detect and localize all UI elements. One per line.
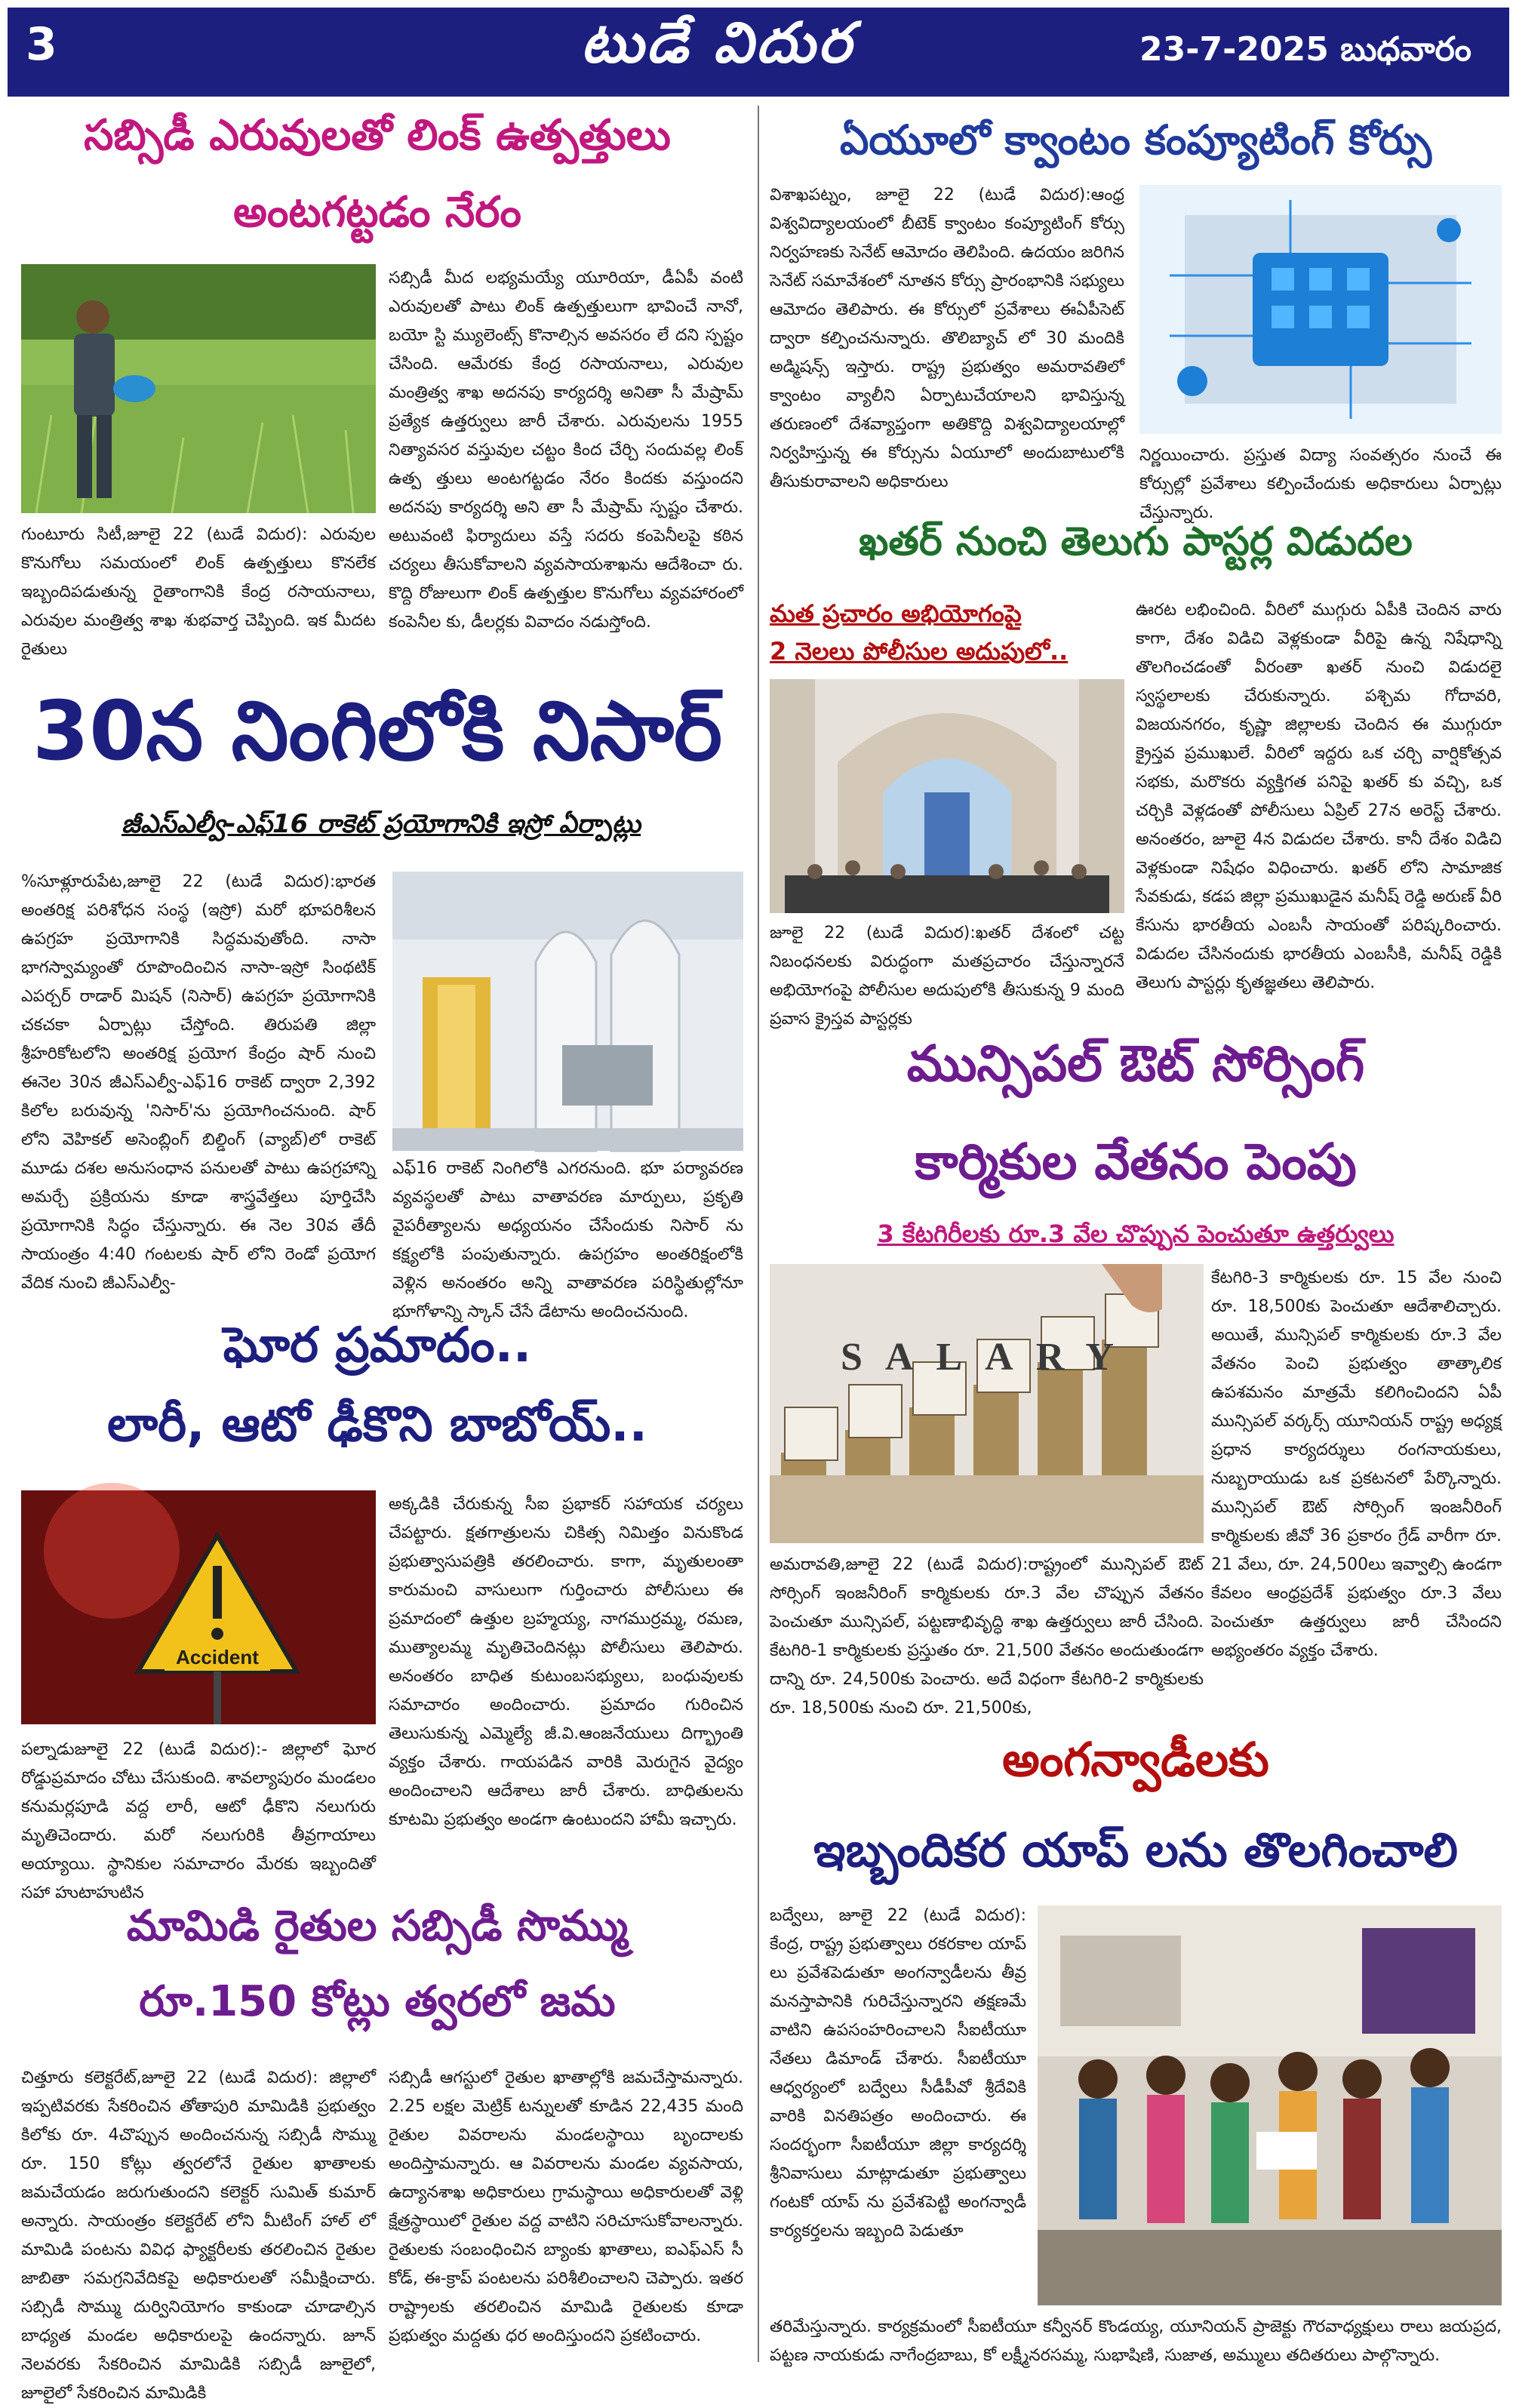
accident-body-bottom: పల్నాడుజూలై 22 (టుడే విదుర):- జిల్లాలో ఘోర రోడ్డుప్రమాదం చోటు చేసుకుంది. శావల్యాపురం మండలం కనుమర్లపూడి వద్ద లారీ, ఆటో ఢీకొని నలుగురు మృతిచెందారు. మరో నలుగురికి తీవ్రగాయాలు అయ్యాయి. స్థానికుల సమాచారం మేరకు ఇబ్బందితో సహా హుటాహుటిన — [21, 1740, 376, 1902]
subsidy-body-bottom: గుంటూరు సిటీ,జూలై 22 (టుడే విదుర): ఎరువుల కొనుగోలు సమయంలో లింక్ ఉత్పత్తులు కొనలేక ఇబ్బందిపడుతున్న రైతాంగానికి కేంద్ర రసాయనాలు, ఎరువుల మంత్రిత్వ శాఖ శుభవార్త చెప్పింది. ఇక మీదట రైతులు — [21, 525, 376, 659]
nisar-headline: 30న నింగిలోకి నిసార్ — [32, 684, 723, 779]
nisar-body-right: ఎఫ్16 రాకెట్ నింగిలోకి ఎగరనుంది. భూ పర్యావరణ వ్యవస్థలతో పాటు వాతావరణ మార్పులు, ప్రకృతి వైపరీత్యాలను అధ్యయనం చేసేందుకు నిసార్ ను కక్ష్యలోకి పంపుతున్నారు. ఉపగ్రహం అంతరిక్షంలోకి వెళ్లిన అనంతరం అన్ని వాతావరణ పరిస్థితుల్లోనూ భూగోళాన్ని స్కాన్ చేసే డేటాను అందించనుంది. — [392, 1159, 743, 1321]
salary-image-text: SALARY — [841, 1336, 1136, 1379]
accident-headline-1: ఘోర ప్రమాదం.. — [223, 1318, 532, 1373]
salary-headline-1: మున్సిపల్ ఔట్ సోర్సింగ్ — [906, 1035, 1365, 1093]
qatar-kicker-1: మత ప్రచారం అభియోగంపై — [770, 599, 1022, 628]
church-photo — [770, 679, 1124, 913]
mango-body-right: సబ్సిడీ ఆగస్టులో రైతుల ఖాతాల్లోకి జమచేస్తామన్నారు. 2.25 లక్షల మెట్రిక్ టన్నులతో కూడిన 22,435 మంది రైతుల వివరాలను మండలస్థాయి బృందాలకు అందిస్తామన్నారు. ఆ వివరాలను మండల వ్యవసాయ, ఉద్యానశాఖ అధికారులు గ్రామస్థాయి అధికారులతో వెళ్లి క్షేత్రస్థాయిలో రైతుల వద్ద వాటిని సరిచూసుకోవాలన్నారు. రైతులకు సంబంధించిన బ్యాంకు ఖాతాలు, ఐఎఫ్ఎస్ సీ కోడ్, ఈ-క్రాప్ పంటలను పరిశీలించాలని చెప్పారు. ఇతర రాష్ట్రాలకు తరలించిన మామిడి రైతులకు కూడా ప్రభుత్వం మద్దతు ధర అందిస్తుందని ప్రకటించారు. — [389, 2068, 743, 2345]
quantum-headline: ఏయూలో క్వాంటం కంప్యూటింగ్ కోర్సు — [839, 116, 1432, 164]
mango-body-left: చిత్తూరు కలెక్టరేట్,జూలై 22 (టుడే విదుర): జిల్లాలో ఇప్పటివరకు సేకరించిన తోతాపురి మామిడికి ప్రభుత్వం కిలోకు రూ. 4చొప్పున అందించనున్న సబ్సిడీ సొమ్ము రూ. 150 కోట్లు త్వరలోనే రైతుల ఖాతాలకు జమచేయడం జరుగుతుందని కలెక్టర్ సుమిత్ కుమార్ అన్నారు. సాయంత్రం కలెక్టరేట్ లోని మీటింగ్ హాల్ లో మామిడి పంటను వివిధ ఫ్యాక్టరీలకు తరలించిన రైతుల జాబితా సమగ్రనివేదికపై అధికారులతో సమీక్షించారు. సబ్సిడీ సొమ్ము దుర్వినియోగం కాకుండా చూడాల్సిన బాధ్యత మండల అధికారులపై ఉందన్నారు. జూన్ నెలవరకు సేకరించిన మామిడికి సబ్సిడీ జూలైలో, జూలైలో సేకరించిన మామిడికి — [21, 2068, 376, 2403]
quantum-chip-image — [1139, 185, 1502, 434]
qatar-body-right: ఊరట లభించింది. వీరిలో ముగ్గురు ఏపీకి చెందిన వారు కాగా, దేశం విడిచి వెళ్లకుండా వీరిపై ఉన్న నిషేధాన్ని తొలగించడంతో వీరంతా ఖతర్ నుంచి విడుదలై స్వస్థలాలకు చేరుకున్నారు. పశ్చిమ గోదావరి, విజయనగరం, కృష్ణా జిల్లాలకు చెందిన ఈ ముగ్గురూ క్రైస్తవ ప్రముఖులే. వీరిలో ఇద్దరు ఒక చర్చి వార్షికోత్సవ సభకు, మరొకరు వ్యక్తిగత పనిపై ఖతర్ కు వచ్చి, ఒక చర్చికి వెళ్లడంతో పోలీసులు ఏప్రిల్ 27న అరెస్ట్ చేశారు. అనంతరం, జూలై 4న విడుదల చేశారు. కానీ దేశం విడిచి వెళ్లకుండా నిషేధం విధించారు. ఖతర్ లోని సామాజిక సేవకుడు, కడప జిల్లా ప్రముఖుడైన మనీష్ రెడ్డి అరుణ్ వీరి కేసును భారతీయ ఎంబసీ సాయంతో పరిష్కరించారు. విడుదల చేసినందుకు భారతీయ ఎంబసీకి, మనీష్ రెడ్డికి తెలుగు పాస్టర్లు కృతజ్ఞతలు తెలిపారు. — [1136, 601, 1502, 992]
accident-body-right: అక్కడికి చేరుకున్న సీఐ ప్రభాకర్ సహాయక చర్యలు చేపట్టారు. క్షతగాత్రులను చికిత్స నిమిత్తం వినుకొండ ప్రభుత్వాసుపత్రికి తరలించారు. కాగా, మృతులంతా కారుమంచి వాసులుగా గుర్తించారు పోలీసులు ఈ ప్రమాదంలో ఉత్తుల బ్రహ్మయ్య, నాగముర్రమ్మ, రమణ, ముత్యాలమ్మ మృతిచెందినట్లు పోలీసులు తెలిపారు. అనంతరం బాధిత కుటుంబసభ్యులు, బంధువులకు సమాచారం అందించారు. ప్రమాదం గురించిన తెలుసుకున్న ఎమ్మెల్యే జీ.వి.ఆంజనేయులు దిగ్భ్రాంతి వ్యక్తం చేశారు. గాయపడిన వారికి మెరుగైన వైద్యం అందించాలని ఆదేశాలు జారీ చేశారు. బాధితులను కూటమి ప్రభుత్వం అండగా ఉంటుందని హామీ ఇచ్చారు. — [389, 1495, 743, 1829]
subsidy-body-right: సబ్సిడీ మీద లభ్యమయ్యే యూరియా, డీఏపీ వంటి ఎరువులతో పాటు లింక్ ఉత్పత్తులుగా భావించే నానో, బయో స్టి మ్యులెంట్స్ కొనాల్సిన అవసరం లే దని స్పష్టం చేసింది. ఆమేరకు కేంద్ర రసాయనాలు, ఎరువుల మంత్రిత్వ శాఖ అదనపు కార్యదర్శి అనితా సీ మేష్రామ్ ప్రత్యేక ఉత్తర్వులు జారీ చేశారు. ఎరువులను 1955 నిత్యావసర వస్తువుల చట్టం కింద చేర్చి సందువల్ల లింక్ ఉత్ప త్తులు అంటగట్టడం నేరం కిందకు వస్తుందని అదనపు కార్యదర్శి అని తా సీ మేష్రామ్ స్పష్టం చేశారు. అటువంటి ఫిర్యాదులు వస్తే సదరు కంపెనీలపై కఠిన చర్యలు తీసుకోవాలని వ్యవసాయశాఖను ఆదేశించా రు. కొద్ది రోజులుగా లింక్ ఉత్పత్తుల కొనుగోలు వ్యవహారంలో కంపెనీల కు, డీలర్లకు వివాదం నడుస్తోంది. — [389, 269, 743, 632]
mango-headline-1: మామిడి రైతుల సబ్సిడీ సొమ్ము — [126, 1902, 629, 1951]
salary-body-right: కేటగిరి-3 కార్మికులకు రూ. 15 వేల నుంచి రూ. 18,500కు పెంచుతూ ఆదేశాలిచ్చారు. అయితే, మున్సిపల్ కార్మికులకు రూ.3 వేల వేతనం పెంచి ప్రభుత్వం తాత్కాలిక ఉపశమనం మాత్రమే కలిగించిందని ఏపీ మున్సిపల్ వర్కర్స్ యూనియన్ రాష్ట్ర అధ్యక్ష ప్రధాన కార్యదర్శులు రంగనాయకులు, నుబ్బరాయుడు ఒక ప్రకటనలో పేర్కొన్నారు. మున్సిపల్ ఔట్ సోర్సింగ్ ఇంజనీరింగ్ కార్మికులకు జీవో 36 ప్రకారం గ్రేడ్ వారీగా రూ. 21 వేలు, రూ. 24,500లు ఇవ్వాల్సి ఉండగా కేవలం ఆంధ్రప్రదేశ్ ప్రభుత్వం రూ.3 వేలు పెంచుతూ ఉత్తర్వులు జారీ చేసిందని అభ్యంతరం వ్యక్తం చేశారు. — [1211, 1269, 1502, 1660]
salary-body-bottom: అమరావతి,జూలై 22 (టుడే విదుర):రాష్ట్రంలో మున్సిపల్ ఔట్ సోర్సింగ్ ఇంజనీరింగ్ కార్మికులకు రూ.3 వేల చొప్పున వేతనం పెంచుతూ మున్సిపల్, పట్టణాభివృద్ధి శాఖ ఉత్తర్వులు జారీ చేసింది. కేటగిరి-1 కార్మికులకు ప్రస్తుతం రూ. 21,500 వేతనం అందుతుండగా దాన్ని రూ. 24,500కు పెంచారు. అదే విధంగా కేటగిరి-2 కార్మికులకు రూ. 18,500కు నుంచి రూ. 21,500కు, — [770, 1555, 1204, 1718]
anganwadi-headline-2: ఇబ్బందికర యాప్ లను తొలగించాలి — [813, 1822, 1458, 1878]
accident-headline-2: లారీ, ఆటో ఢీకొని బాబోయ్.. — [107, 1397, 647, 1453]
masthead — [8, 8, 1509, 97]
qatar-headline: ఖతర్ నుంచి తెలుగు పాస్టర్ల విడుదల — [859, 519, 1413, 564]
farmer-field-photo — [21, 264, 376, 513]
paper-name: టుడే విదుర — [581, 11, 854, 75]
subsidy-headline-1: సబ్సిడీ ఎరువులతో లింక్ ఉత్పత్తులు — [84, 111, 671, 160]
nisar-subhead: జీఎస్ఎల్వీ-ఎఫ్16 రాకెట్ ప్రయోగానికి ఇస్రో ఏర్పాట్లు — [121, 809, 641, 839]
anganwadi-group-photo — [1038, 1905, 1502, 2305]
nisar-body-left: %సూళ్లూరుపేట,జూలై 22 (టుడే విదుర):భారత అంతరిక్ష పరిశోధన సంస్థ (ఇస్రో) మరో భూపరిశీలన ఉపగ్రహ ప్రయోగానికి సిద్ధమవుతోంది. నాసా భాగస్వామ్యంతో రూపొందించిన నాసా-ఇస్రో సింథటిక్ ఎపర్చర్ రాడార్ మిషన్ (నిసార్) ఉపగ్రహ ప్రయోగానికి చకచకా ఏర్పాట్లు చేస్తోంది. తిరుపతి జిల్లా శ్రీహరికోటలోని అంతరిక్ష ప్రయోగ కేంద్రం షార్ నుంచి ఈనెల 30న జీఎస్ఎల్వీ-ఎఫ్16 రాకెట్ ద్వారా 2,392 కిలోల బరువున్న 'నిసార్'ను ప్రయోగించనుంది. షార్ లోని వెహికల్ అసెంబ్లింగ్ బిల్డింగ్ (వ్యాబ్)లో రాకెట్ మూడు దశల అనుసంధాన పనులతో పాటు ఉపగ్రహాన్ని అమర్చే ప్రక్రియను కూడా శాస్త్రవేత్తలు పూర్తిచేసి ప్రయోగానికి సిద్ధం చేస్తున్నారు. ఈ నెల 30వ తేదీ సాయంత్రం 4:40 గంటలకు షార్ లోని రెండో ప్రయోగ వేదిక నుంచి జీఎస్ఎల్వీ- — [21, 872, 376, 1293]
column-divider — [758, 106, 759, 2362]
salary-headline-2: కార్మికుల వేతనం పెంపు — [915, 1133, 1357, 1191]
qatar-kicker-2: 2 నెలలు పోలీసుల అదుపులో.. — [770, 637, 1069, 666]
anganwadi-body-left: బద్వేలు, జూలై 22 (టుడే విదుర): కేంద్ర, రాష్ట్ర ప్రభుత్వాలు రకరకాల యాప్ లు ప్రవేశపెడుతూ అంగన్వాడీలను తీవ్ర మనస్తాపానికి గురిచేస్తున్నారని తక్షణమే వాటిని ఉపసంహరించాలని సీఐటీయూ నేతలు డిమాండ్ చేశారు. సీఐటీయూ ఆధ్వర్యంలో బద్వేలు సీడీపీవో శ్రీదేవికి వారికి వినతిపత్రం అందించారు. ఈ సందర్భంగా సీఐటీయూ జిల్లా కార్యదర్శి శ్రీనివాసులు మాట్లాడుతూ ప్రభుత్వాలు గంటకో యాప్ ను ప్రవేశపెట్టి అంగన్వాడీ కార్యకర్తలను ఇబ్బంది పెడుతూ — [770, 1906, 1026, 2240]
anganwadi-headline-1: అంగన్వాడీలకు — [1002, 1732, 1269, 1787]
accident-sign-photo — [21, 1490, 376, 1724]
quantum-body-left: విశాఖపట్నం, జూలై 22 (టుడే విదుర):ఆంధ్ర విశ్వవిద్యాలయంలో బీటెక్ క్వాంటం కంప్యూటింగ్ కోర్సు నిర్వహణకు సెనేట్ ఆమోదం తెలిపింది. ఉదయం జరిగిన సెనేట్ సమావేశంలో నూతన కోర్సు ప్రారంభానికి సభ్యులు ఆమోదం తెలిపారు. ఈ కోర్సులో ప్రవేశాలు ఈఏపీసెట్ ద్వారా కల్పించనున్నారు. తొలిబ్యాచ్ లో 30 మందికి అడ్మిషన్స్ ఇస్తారు. రాష్ట్ర ప్రభుత్వం అమరావతిలో క్వాంటం వ్యాలీని ఏర్పాటుచేయాలని భావిస్తున్న తరుణంలో దేశవ్యాప్తంగా అతికొద్ది విశ్వవిద్యాలయాల్లో నిర్వహిస్తున్న ఈ కోర్సును ఏయూలో అందుబాటులోకి తీసుకురావాలని అధికారులు — [770, 186, 1124, 491]
anganwadi-body-bottom: తరిమేస్తున్నారు. కార్యక్రమంలో సీఐటీయూ కన్వీనర్ కొండయ్య, యూనియన్ ప్రాజెక్టు గౌరవాధ్యక్షులు రాలు జయప్రద, పట్టణ నాయకుడు నాగేంద్రబాబు, కో లక్ష్మీనరసమ్మ, సుభాషిణి, సుజాత, అమ్ములు తదితరులు పాల్గొన్నారు. — [770, 2317, 1502, 2365]
quantum-body-right: నిర్ణయించారు. ప్రస్తుత విద్యా సంవత్సరం నుంచే ఈ కోర్సుల్లో ప్రవేశాలు కల్పించేందుకు అధికారులు ఏర్పాట్లు చేస్తున్నారు. — [1139, 446, 1502, 522]
issue-date: 23-7-2025 బుధవారం — [1139, 30, 1471, 69]
salary-subhead: 3 కేటగిరీలకు రూ.3 వేల చొప్పున పెంచుతూ ఉత్తర్వులు — [877, 1219, 1395, 1248]
page-number: 3 — [26, 18, 57, 71]
subsidy-headline-2: అంటగట్టడం నేరం — [233, 188, 521, 237]
salary-blocks-photo — [770, 1264, 1204, 1543]
qatar-body-bottom: జూలై 22 (టుడే విదుర):ఖతర్ దేశంలో చట్ట నిబంధనలకు విరుద్ధంగా మతప్రచారం చేస్తున్నారనే అభియోగంపై పోలీసుల అదుపులోకి తీసుకున్న 9 మంది ప్రవాస క్రైస్తవ పాస్టర్లకు — [770, 924, 1124, 1029]
mango-headline-2: రూ.150 కోట్లు త్వరలో జమ — [139, 1977, 616, 2026]
accident-sign-text: Accident — [176, 1646, 259, 1668]
rocket-assembly-photo — [392, 872, 743, 1151]
